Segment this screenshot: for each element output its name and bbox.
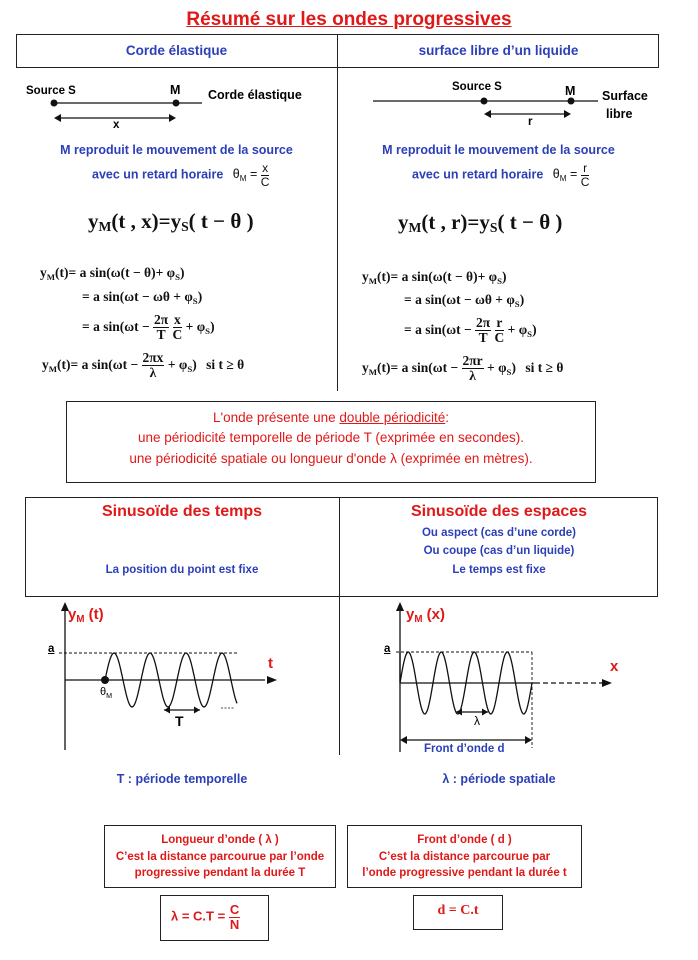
left-graph-ylabel: $y_M$ (t) — [68, 606, 104, 625]
left-theta: θ — [232, 167, 240, 182]
left-source-label: Source S — [26, 85, 76, 97]
sinus-right-title: Sinusoïde des espaces — [410, 503, 588, 520]
front-line-1: C’est la distance parcourue par — [378, 851, 551, 863]
right-line-1: $y_M(t)= a$ $\sin(\omega(t - \theta)+ \varphi_S)$ — [362, 269, 507, 286]
front-title: Front d’onde ( d ) — [417, 834, 512, 846]
right-retard-num: r — [581, 162, 590, 176]
left-graph-caption: T : période temporelle — [116, 772, 248, 786]
right-line-3: = a sin(ωt − $\frac{2\pi}{T}$ $\frac{r}{C}$ + $\varphi_S$) — [404, 315, 537, 346]
right-graph-xlabel: x — [610, 658, 619, 675]
right-line-2: = a $\sin(\omega t - \omega\theta + \varphi_S)$ — [404, 292, 525, 309]
sinus-right-line-2: Ou coupe (cas d’un liquide) — [423, 545, 575, 557]
right-medium-label-1: Surface — [602, 89, 648, 103]
right-graph-lambda: λ — [474, 714, 480, 728]
wavelength-line-1: C’est la distance parcourue par l’onde — [115, 851, 325, 863]
left-retard-num: x — [262, 161, 269, 175]
left-graph-theta: $\theta_M$ — [100, 686, 113, 700]
right-graph-ylabel: $y_M$ (x) — [406, 606, 445, 625]
right-theta: θ — [552, 167, 560, 182]
left-graph-xlabel: t — [268, 655, 273, 672]
front-formula: d = C.t — [437, 903, 479, 918]
right-graph-front: Front d’onde d — [424, 743, 505, 755]
front-line-2: l’onde progressive pendant la durée t — [362, 867, 567, 879]
sinus-left-title: Sinusoïde des temps — [101, 503, 263, 520]
left-header: Corde élastique — [125, 43, 228, 58]
right-retard-text: avec un retard horaire — [412, 167, 544, 182]
double-line-1: L'onde présente une double périodicité: — [212, 410, 450, 425]
left-m-label: M — [170, 83, 181, 97]
left-line-4: $y_M(t)= a$ sin(ωt − $\frac{2\pi x}{\lambda}$ + $\varphi_S$) si t ≥ θ — [42, 350, 245, 381]
left-line-3: = a sin(ωt − $\frac{2\pi}{T}$ $\frac{x}{C}$ + $\varphi_S$) — [82, 312, 215, 343]
left-graph-T: T — [175, 713, 184, 729]
right-retard-den: C — [580, 174, 590, 189]
left-retard-text: avec un retard horaire — [92, 167, 224, 182]
wavelength-formula: λ = C.T = $\frac{C}{N}$ — [171, 902, 240, 932]
right-main-eq: $y_M(t$ , $r)=y_S$( t − θ ) — [398, 210, 563, 235]
left-distance-label: x — [113, 119, 120, 131]
sinus-left-note: La position du point est fixe — [105, 564, 259, 576]
left-line-2: = a $\sin(\omega t - \omega\theta + \varphi_S)$ — [82, 289, 203, 306]
double-line-3: une périodicité spatiale ou longueur d'onde λ (exprimée en mètres). — [129, 451, 533, 466]
right-distance-label: r — [528, 116, 533, 128]
right-graph-a: a — [384, 643, 391, 655]
page-title: Résumé sur les ondes progressives — [186, 9, 512, 30]
left-theta-sub: M — [239, 174, 247, 184]
right-line-4: $y_M(t)= a$ sin(ωt − $\frac{2\pi r}{\lambda}$ + $\varphi_S$) si t ≥ θ — [362, 353, 564, 384]
right-header: surface libre d’un liquide — [418, 43, 579, 58]
double-line-2: une périodicité temporelle de période T (exprimée en secondes). — [138, 430, 524, 445]
right-graph-caption: λ : période spatiale — [442, 772, 556, 786]
right-source-label: Source S — [452, 81, 502, 93]
left-reproduit: M reproduit le mouvement de la source — [60, 143, 293, 157]
sinus-right-line-1: Ou aspect (cas d’une corde) — [421, 527, 576, 539]
right-m-label: M — [565, 84, 576, 98]
left-medium-label: Corde élastique — [208, 88, 302, 102]
left-retard-den: C — [260, 174, 270, 189]
right-theta-sub: M — [559, 174, 567, 184]
left-graph-a: a — [48, 643, 55, 655]
right-reproduit: M reproduit le mouvement de la source — [382, 143, 615, 157]
left-retard: avec un retard horaire $\theta_M$ = $\frac{x}{C}$ — [92, 161, 270, 189]
wavelength-title: Longueur d’onde ( λ ) — [161, 834, 279, 846]
sinus-right-line-3: Le temps est fixe — [452, 564, 546, 576]
left-main-eq: $y_M(t$ , $x)=y_S$( t − θ ) — [88, 209, 254, 234]
right-medium-label-2: libre — [606, 107, 633, 121]
space-sinusoid-graph — [340, 600, 658, 760]
right-retard: avec un retard horaire $\theta_M$ = $\frac{r}{C}$ — [412, 161, 590, 189]
wavelength-line-2: progressive pendant la durée T — [134, 867, 306, 879]
left-line-1: $y_M(t)= a$ $\sin(\omega(t - \theta)+ \varphi_S)$ — [40, 265, 185, 282]
